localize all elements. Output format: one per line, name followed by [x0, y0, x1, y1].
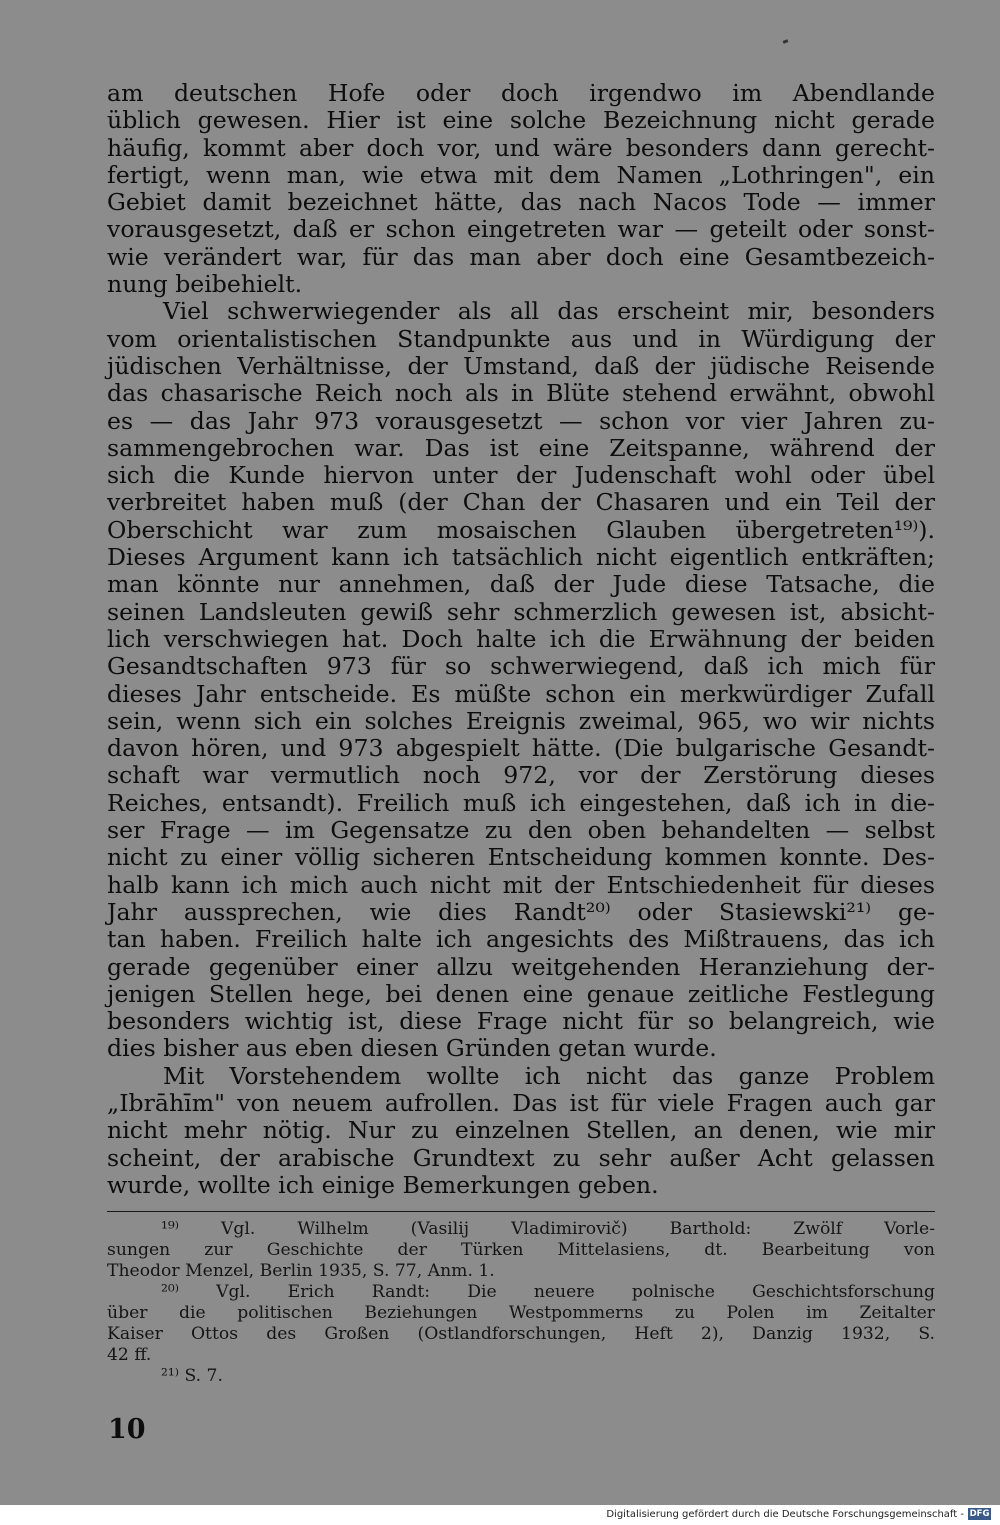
main-text: [107, 80, 935, 1199]
text-line: nung beibehielt.: [107, 270, 303, 299]
text-line: es — das Jahr 973 vorausgesetzt — schon vor vier Jahren zu-: [107, 406, 935, 435]
page-number: 10: [108, 1414, 146, 1445]
footnote-line: Theodor Menzel, Berlin 1935, S. 77, Anm. 1.: [107, 1261, 495, 1281]
text-line: das chasarische Reich noch als in Blüte stehend erwähnt, obwohl: [107, 379, 935, 408]
footnote-21: ²¹⁾ S. 7.: [161, 1366, 223, 1386]
text-line: besonders wichtig ist, diese Frage nicht für so belangreich, wie: [107, 1007, 935, 1036]
text-line: üblich gewesen. Hier ist eine solche Bezeichnung nicht gerade: [107, 106, 935, 135]
text-line: vom orientalistischen Standpunkte aus und in Würdigung der: [107, 324, 935, 353]
text-line: Gesandtschaften 973 für so schwerwiegend, daß ich mich für: [107, 652, 935, 681]
text-line: vorausgesetzt, daß er schon eingetreten war — geteilt oder sonst-: [107, 215, 935, 244]
footnote-20: ²⁰⁾ Vgl. Erich Randt: Die neuere polnische Geschichtsforschung: [161, 1282, 935, 1302]
text-line: man könnte nur annehmen, daß der Jude diese Tatsache, die: [107, 570, 935, 599]
text-line: wie verändert war, für das man aber doch eine Gesamtbezeich-: [107, 242, 935, 271]
text-line: jüdischen Verhältnisse, der Umstand, daß der jüdische Reisende: [107, 351, 935, 380]
text-line: häufig, kommt aber doch vor, und wäre besonders dann gerecht-: [107, 133, 935, 162]
text-line: nicht zu einer völlig sicheren Entscheidung kommen konnte. Des-: [107, 843, 935, 872]
paragraph-start: Mit Vorstehendem wollte ich nicht das ganze Problem: [163, 1061, 935, 1090]
text-line: tan haben. Freilich halte ich angesichts des Mißtrauens, das ich: [107, 925, 935, 954]
footnote-line: sungen zur Geschichte der Türken Mittelasiens, dt. Bearbeitung von: [107, 1240, 935, 1260]
footnote-line: Kaiser Ottos des Großen (Ostlandforschungen, Heft 2), Danzig 1932, S.: [107, 1324, 935, 1344]
text-line: davon hören, und 973 abgespielt hätte. (Die bulgarische Gesandt-: [107, 734, 935, 763]
text-line: fertigt, wenn man, wie etwa mit dem Namen „Lothringen", ein: [107, 160, 935, 189]
text-line: dies bisher aus eben diesen Gründen getan wurde.: [107, 1034, 717, 1063]
text-line: Dieses Argument kann ich tatsächlich nicht eigentlich entkräften;: [107, 543, 935, 572]
text-line: sammengebrochen war. Das ist eine Zeitspanne, während der: [107, 433, 935, 462]
footnote-line: 42 ff.: [107, 1345, 152, 1365]
text-line: scheint, der arabische Grundtext zu sehr außer Acht gelassen: [107, 1143, 935, 1172]
text-line: lich verschwiegen hat. Doch halte ich die Erwähnung der beiden: [107, 624, 935, 653]
footnote-line: über die politischen Beziehungen Westpommerns zu Polen im Zeitalter: [107, 1303, 935, 1323]
text-line: Reiches, entsandt). Freilich muß ich eingestehen, daß ich in die-: [107, 788, 935, 817]
text-line: „Ibrāhīm" von neuem aufrollen. Das ist für viele Fragen auch gar: [107, 1088, 935, 1117]
footnote-19: ¹⁹⁾ Vgl. Wilhelm (Vasilij Vladimirovič) Barthold: Zwölf Vorle-: [161, 1219, 935, 1239]
footnotes: [107, 1219, 935, 1387]
text-line: nicht mehr nötig. Nur zu einzelnen Stellen, an denen, wie mir: [107, 1116, 935, 1145]
text-line: sich die Kunde hiervon unter der Judenschaft wohl oder übel: [107, 461, 935, 490]
text-line: ser Frage — im Gegensatze zu den oben behandelten — selbst: [107, 816, 935, 845]
text-line: wurde, wollte ich einige Bemerkungen geben.: [107, 1170, 659, 1199]
text-line: jenigen Stellen hege, bei denen eine genaue zeitliche Festlegung: [107, 979, 935, 1008]
text-line: Jahr aussprechen, wie dies Randt²⁰⁾ oder Stasiewski²¹⁾ ge-: [107, 897, 935, 926]
funding-note: Digitalisierung gefördert durch die Deutsche Forschungsgemeinschaft -: [606, 1509, 964, 1520]
dfg-logo-icon: DFG: [969, 1509, 990, 1519]
text-line: Oberschicht war zum mosaischen Glauben übergetreten¹⁹⁾).: [107, 515, 935, 544]
text-line: seinen Landsleuten gewiß sehr schmerzlich gewesen ist, absicht-: [107, 597, 935, 626]
text-line: Gebiet damit bezeichnet hätte, das nach Nacos Tode — immer: [107, 188, 935, 217]
text-line: sein, wenn sich ein solches Ereignis zweimal, 965, wo wir nichts: [107, 706, 935, 735]
text-line: gerade gegenüber einer allzu weitgehenden Heranziehung der-: [107, 952, 935, 981]
scan-speck: [783, 39, 789, 44]
text-line: verbreitet haben muß (der Chan der Chasaren und ein Teil der: [107, 488, 935, 517]
paragraph-start: Viel schwerwiegender als all das erscheint mir, besonders: [163, 297, 935, 326]
text-line: schaft war vermutlich noch 972, vor der Zerstörung dieses: [107, 761, 935, 790]
footnote-divider: [107, 1211, 935, 1212]
text-line: halb kann ich mich auch nicht mit der Entschiedenheit für dieses: [107, 870, 935, 899]
text-line: am deutschen Hofe oder doch irgendwo im Abendlande: [107, 79, 935, 107]
text-line: dieses Jahr entscheide. Es müßte schon ein merkwürdiger Zufall: [107, 679, 935, 708]
